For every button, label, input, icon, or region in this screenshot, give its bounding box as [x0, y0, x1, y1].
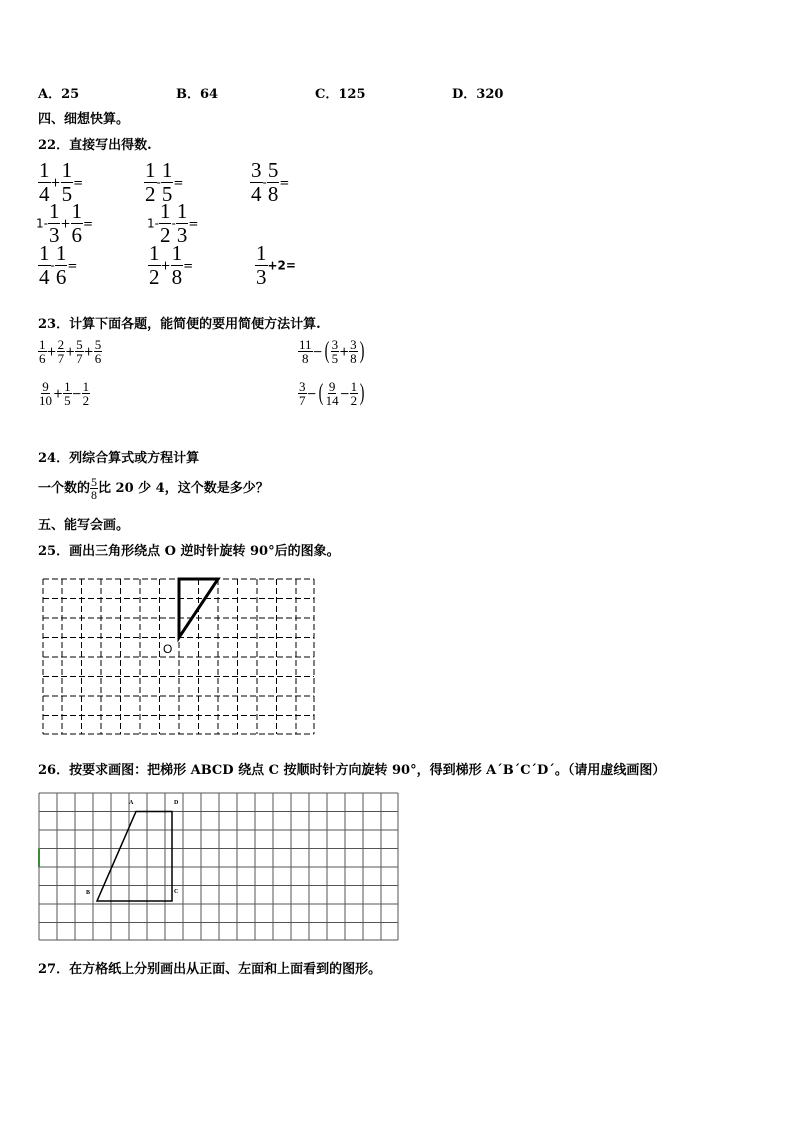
q22-expr-3-3: $\frac{1}{3}$ +2=	[256, 241, 296, 289]
q22-expr-1-3: $\frac{3}{4}$ - $\frac{5}{8}$ =	[251, 158, 290, 206]
q25-dashed-grid	[40, 576, 318, 738]
q23-title: 23．计算下面各题，能简便的要用简便方法计算.	[38, 317, 321, 332]
q25-title: 25．画出三角形绕点 O 逆时针旋转 90°后的图象。	[38, 544, 340, 559]
q26-grid	[38, 792, 400, 942]
q22-expr-2-1: 1- $\frac{1}{3}$ + $\frac{1}{6}$ =	[36, 199, 94, 247]
q24-title: 24．列综合算式或方程计算	[38, 451, 200, 466]
q26-label-d: D	[174, 800, 179, 806]
q22-expr-1-1: $\frac{1}{4}$ + $\frac{1}{5}$ =	[39, 158, 84, 206]
q22-expr-3-2: $\frac{1}{2}$ + $\frac{1}{8}$ =	[149, 241, 194, 289]
q26-label-a: A	[129, 800, 134, 806]
q24-problem: 一个数的 $\frac{5}{8}$ 比 20 少 4，这个数是多少？	[38, 475, 269, 502]
q27-title: 27．在方格纸上分别画出从正面、左面和上面看到的图形。	[38, 962, 382, 977]
q23-expr-3: $\frac{9}{10}$ + $\frac{1}{5}$ − $\frac{1}{2}$	[39, 379, 90, 408]
section-five-title: 五、能写会画。	[38, 518, 130, 533]
option-a: A．25	[38, 87, 80, 102]
q26-label-b: B	[86, 890, 91, 896]
q22-expr-2-2: 1- $\frac{1}{2}$ - $\frac{1}{3}$ =	[147, 199, 199, 247]
option-b: B．64	[176, 87, 219, 102]
q26-trapezoid	[97, 812, 172, 902]
q23-expr-4: $\frac{3}{7}$ −( $\frac{9}{14}$ − $\frac{1}{2}$ )	[299, 379, 365, 408]
q26-title: 26．按要求画图：把梯形 ABCD 绕点 C 按顺时针方向旋转 90°，得到梯形 A´B´C´D´。（请用虚线画图）	[38, 763, 666, 778]
q23-expr-2: $\frac{11}{8}$ −( $\frac{3}{5}$ + $\frac{3}{8}$ )	[299, 337, 365, 366]
q22-title: 22．直接写出得数.	[38, 138, 152, 153]
q22-expr-1-2: $\frac{1}{2}$ - $\frac{1}{5}$ =	[145, 158, 184, 206]
option-c: C．125	[315, 87, 366, 102]
q23-expr-1: $\frac{1}{6}$ + $\frac{2}{7}$ + $\frac{5}{7}$ + $\frac{5}{6}$	[39, 337, 102, 366]
q25-point-o-label: O	[163, 642, 173, 656]
q26-label-c: C	[174, 889, 179, 895]
option-d: D．320	[452, 87, 504, 102]
q22-expr-3-1: $\frac{1}{4}$ - $\frac{1}{6}$ =	[39, 241, 78, 289]
section-four-title: 四、细想快算。	[38, 112, 130, 127]
